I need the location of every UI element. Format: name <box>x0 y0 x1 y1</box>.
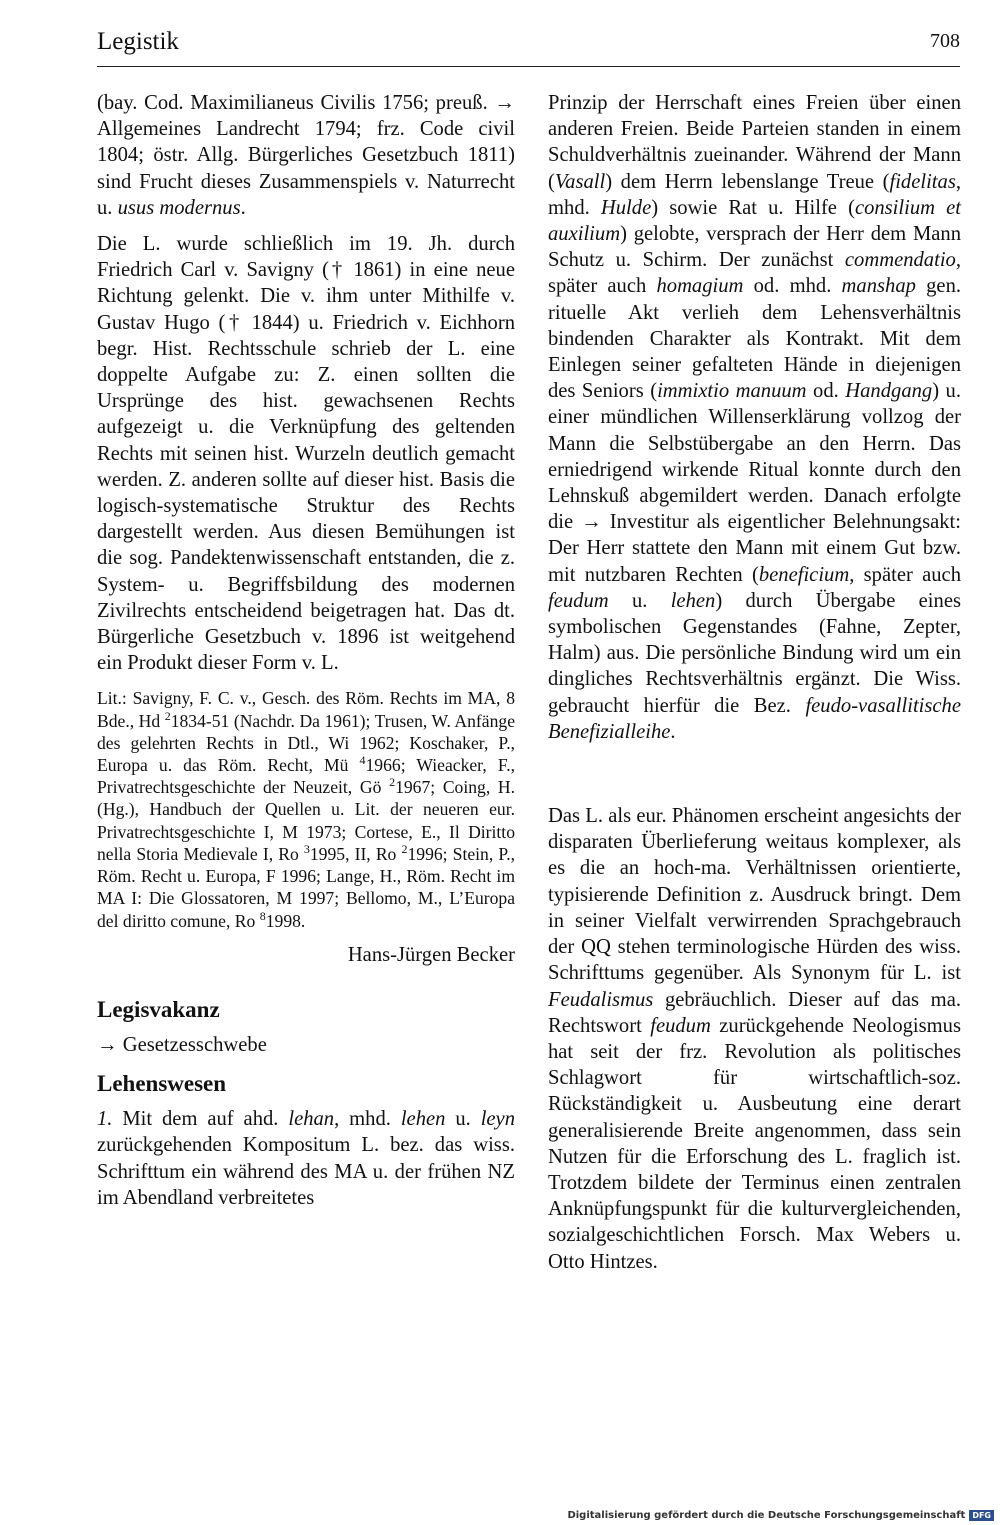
author-signature: Hans-Jürgen Becker <box>347 943 515 966</box>
digitization-footer <box>567 1510 994 1521</box>
paragraph: Das L. als eur. Phänomen erscheint angesichts der disparaten Überlieferung weitaus komplexer, als es die an hoch-ma. Verhältnissen orientierte, typisierende Definition z. Ausdruck bringt. Dem in seiner Vielfalt verwirrenden Sprachgebrauch der QQ stehen terminologische Hürden des wiss. Schrifttums gegenüber. Als Synonym für L. ist Feudalismus gebräuchlich. Dieser auf das ma. Rechtswort feudum zurückgehende Neologismus hat seit der frz. Revolution als politisches Schlagwort für wirtschaftlich-soz. Rückständigkeit u. Ausbeutung eine derart generalisierende Breite angenommen, dass sein Nutzen für die Erforschung des L. fraglich ist. Trotzdem bildete der Terminus einen zentralen Anknüpfungspunkt für die kulturvergleichenden, sozialgeschichtlichen Forsch. Max Webers u. Otto Hintzes. <box>548 805 961 1273</box>
dfg-logo-icon: DFG <box>969 1510 994 1521</box>
running-title: Legistik <box>97 28 179 55</box>
page-header <box>97 26 960 67</box>
paragraph: Die L. wurde schließlich im 19. Jh. durch Friedrich Carl v. Savigny († 1861) in eine neue Richtung gelenkt. Die v. ihm unter Mithilfe v. Gustav Hugo († 1844) u. Friedrich v. Eichhorn begr. Hist. Rechtsschule schrieb der L. eine doppelte Aufgabe zu: Z. einen sollten die Ursprünge des hist. gewachsenen Rechts aufgezeigt u. die Verknüpfung des geltenden Rechts mit seinen hist. Wurzeln deutlich gemacht werden. Z. anderen sollte auf dieser hist. Basis die logisch-systematische Struktur des Rechts dargestellt werden. Aus diesen Bemühungen ist die sog. Pandektenwissenschaft entstanden, die z. System- u. Begriffsbildung des modernen Zivilrechts entscheidend beigetragen hat. Das dt. Bürgerliche Gesetzbuch v. 1896 ist weitgehend ein Produkt dieser Form v. L. <box>97 233 515 675</box>
footer-text: Digitalisierung gefördert durch die Deutsche Forschungsgemeinschaft <box>567 1510 966 1521</box>
entry-heading-lehenswesen: Lehenswesen <box>97 1071 227 1097</box>
paragraph: (bay. Cod. Maximilianeus Civilis 1756; preuß. → Allgemeines Landrecht 1794; frz. Code civil 1804; östr. Allg. Bürgerliches Gesetzbuch 1811) sind Frucht dieses Zusammenspiels v. Naturrecht u. usus modernus. <box>97 92 515 219</box>
entry-heading-legisvakanz: Legisvakanz <box>97 996 220 1022</box>
left-column <box>97 90 515 1211</box>
literature-list: Lit.: Savigny, F. C. v., Gesch. des Röm. Rechts im MA, 8 Bde., Hd $^2$1834-51 (Nachdr. Da 1961); Trusen, W. Anfänge des gelehrten Rechts in Dtl., Wi 1962; Koschaker, P., Europa u. das Röm. Recht, Mü $^4$1966; Wieacker, F., Privatrechtsgeschichte der Neuzeit, Gö $^2$1967; Coing, H. (Hg.), Handbuch der Quellen u. Lit. der neueren eur. Privatrechtsgeschichte I, M 1973; Cortese, E., Il Diritto nella Storia Medievale I, Ro $^3$1995, II, Ro $^2$1996; Stein, P., Röm. Recht u. Europa, F 1996; Lange, H., Röm. Recht im MA I: Die Glossatoren, M 1997; Bellomo, M., L’Europa del diritto comune, Ro $^8$1998. <box>97 688 516 931</box>
paragraph: 1. Mit dem auf ahd. lehan, mhd. lehen u. leyn zurückgehenden Kompositum L. bez. das wiss. Schrifttum ein während des MA u. der frühen NZ im Abendland verbreitetes <box>97 1108 515 1209</box>
cross-reference: → Gesetzesschwebe <box>97 1033 267 1056</box>
right-column <box>548 90 961 1275</box>
paragraph: Prinzip der Herrschaft eines Freien über einen anderen Freien. Beide Parteien standen in einem Schuldverhältnis zueinander. Während der Mann (Vasall) dem Herrn lebenslange Treue (fidelitas, mhd. Hulde) sowie Rat u. Hilfe (consilium et auxilium) gelobte, versprach der Herr dem Mann Schutz u. Schirm. Der zunächst commendatio, später auch homagium od. mhd. manshap gen. rituelle Akt verlieh dem Lehensverhältnis bindenden Charakter als Kontrakt. Mit dem Einlegen seiner gefalteten Hände in diejenigen des Seniors (immixtio manuum od. Handgang) u. einer mündlichen Willenserklärung vollzog der Mann die Selbstübergabe an den Herrn. Das erniedrigend wirkende Ritual konnte durch den Lehnskuß abgemildert werden. Danach erfolgte die → Investitur als eigentlicher Belehnungsakt: Der Herr stattete den Mann mit einem Gut bzw. mit nutzbaren Rechten (beneficium, später auch feudum u. lehen) durch Übergabe eines symbolischen Gegenstandes (Fahne, Zepter, Halm) aus. Die persönliche Bindung wird um ein dingliches Rechtsverhältnis ergänzt. Die Wiss. gebraucht hierfür die Bez. feudo-vasallitische Benefizialleihe. <box>548 92 962 743</box>
page-number: 708 <box>930 30 960 52</box>
